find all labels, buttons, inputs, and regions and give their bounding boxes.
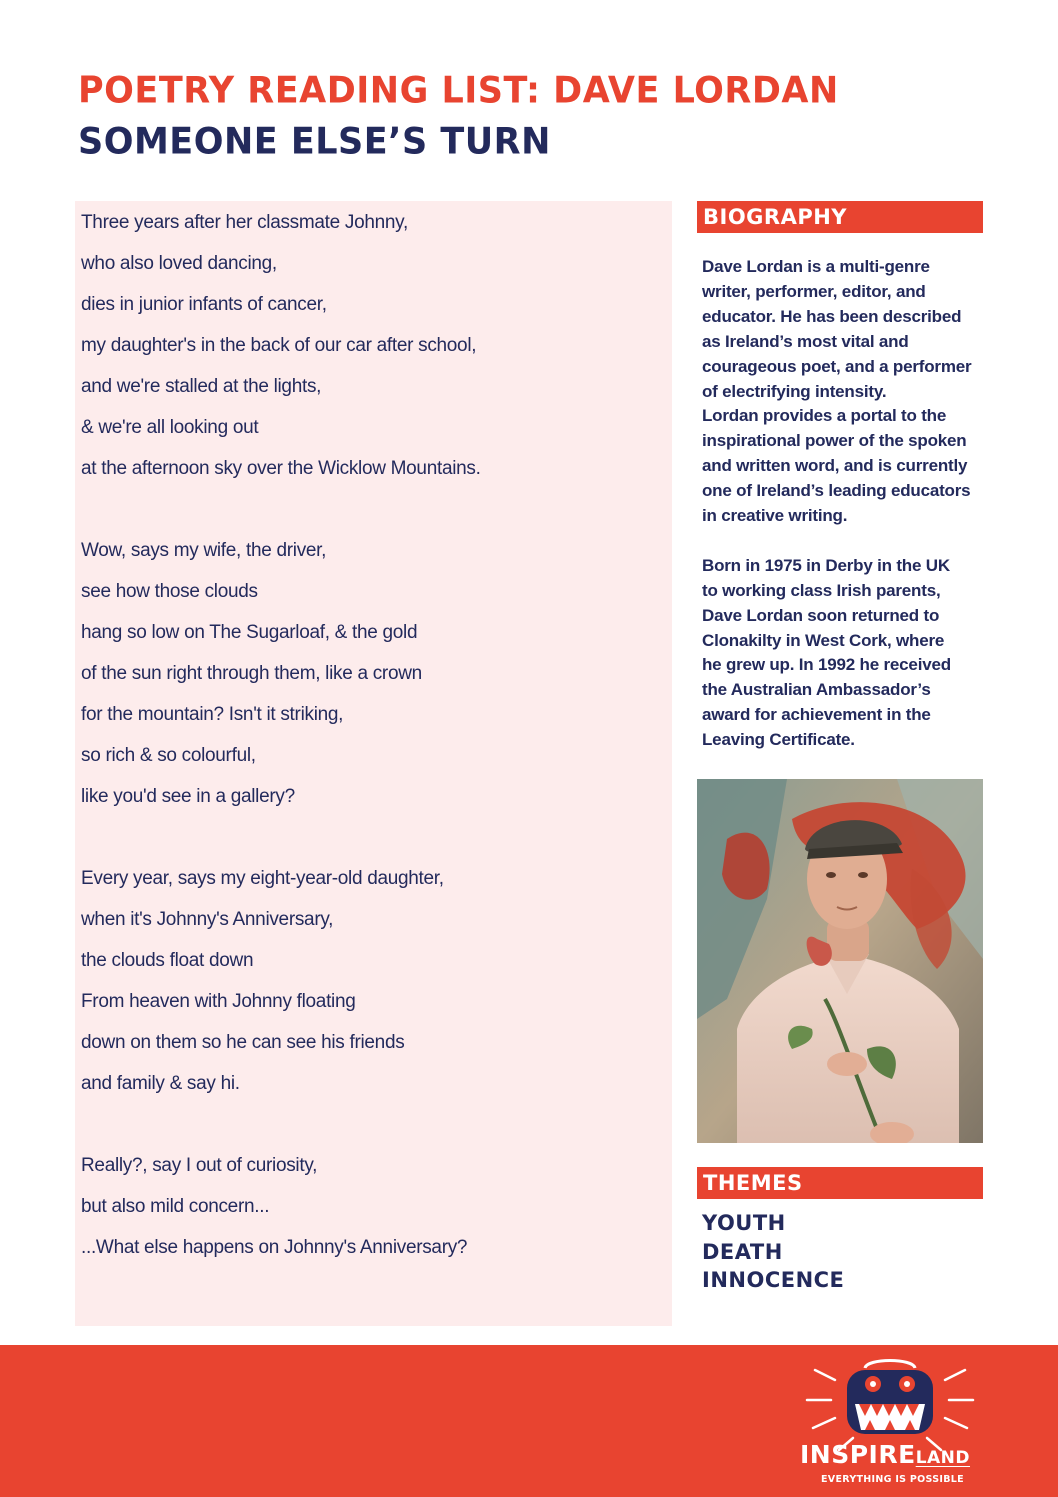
biography-line: and written word, and is currently	[702, 456, 968, 476]
biography-paragraph-2	[702, 554, 977, 753]
poem-line: of the sun right through them, like a crown	[81, 663, 422, 684]
biography-line: as Ireland’s most vital and	[702, 331, 909, 351]
biography-line: one of Ireland’s leading educators	[702, 481, 971, 501]
theme-item: INNOCENCE	[702, 1268, 845, 1292]
poem-line: my daughter's in the back of our car after school,	[81, 335, 477, 356]
poem-line: the clouds float down	[81, 950, 254, 971]
poem-line: hang so low on The Sugarloaf, & the gold	[81, 622, 418, 643]
biography-line: of electrifying intensity.	[702, 381, 887, 401]
biography-text	[702, 255, 977, 753]
biography-line: educator. He has been described	[702, 306, 962, 326]
poem-line: dies in junior infants of cancer,	[81, 294, 327, 315]
poem-line: but also mild concern...	[81, 1196, 270, 1217]
theme-item: YOUTH	[702, 1211, 786, 1235]
poem-line: From heaven with Johnny floating	[81, 991, 356, 1012]
biography-line: courageous poet, and a performer	[702, 356, 972, 376]
biography-line: writer, performer, editor, and	[702, 281, 926, 301]
biography-heading: BIOGRAPHY	[697, 201, 983, 233]
biography-line: in creative writing.	[702, 506, 848, 526]
stanza-break	[81, 497, 481, 538]
poem-line: who also loved dancing,	[81, 253, 277, 274]
poem-line: see how those clouds	[81, 581, 258, 602]
themes-list	[702, 1209, 844, 1295]
biography-line: Dave Lordan is a multi-genre	[702, 257, 930, 276]
logo-word-small: LAND	[915, 1448, 971, 1468]
poem-line: Really?, say I out of curiosity,	[81, 1155, 318, 1176]
themes-heading: THEMES	[697, 1167, 983, 1199]
poem-line: like you'd see in a gallery?	[81, 786, 295, 807]
poem-line: at the afternoon sky over the Wicklow Mountains.	[81, 458, 481, 479]
poem-panel	[75, 201, 672, 1326]
biography-line: he grew up. In 1992 he received	[702, 655, 951, 675]
biography-line: to working class Irish parents,	[702, 580, 941, 600]
poem-line: for the mountain? Isn't it striking,	[81, 704, 344, 725]
page-title: POETRY READING LIST: DAVE LORDAN	[78, 70, 839, 112]
biography-line: the Australian Ambassador’s	[702, 680, 931, 700]
poem-line: down on them so he can see his friends	[81, 1032, 405, 1053]
biography-line: Born in 1975 in Derby in the UK	[702, 555, 950, 575]
biography-line: inspirational power of the spoken	[702, 431, 967, 451]
biography-line: award for achievement in the	[702, 705, 931, 725]
poem-line: so rich & so colourful,	[81, 745, 256, 766]
logo-word-main: INSPIRE	[800, 1440, 916, 1469]
biography-line: Clonakilty in West Cork, where	[702, 630, 945, 650]
poem-line: and family & say hi.	[81, 1073, 240, 1094]
poem-line: Three years after her classmate Johnny,	[81, 212, 408, 233]
inspireland-mascot-icon	[795, 1352, 985, 1492]
poem-line: Wow, says my wife, the driver,	[81, 540, 327, 561]
logo-wordmark	[800, 1440, 970, 1469]
poem-line: & we're all looking out	[81, 417, 259, 438]
biography-line: Leaving Certificate.	[702, 730, 855, 750]
stanza-break	[81, 825, 481, 866]
stanza-break	[81, 1112, 481, 1153]
author-portrait-photo	[697, 779, 983, 1143]
poem-line: Every year, says my eight-year-old daughter,	[81, 868, 444, 889]
theme-item: DEATH	[702, 1239, 783, 1264]
poem-title: SOMEONE ELSE’S TURN	[78, 121, 551, 163]
biography-paragraph-1	[702, 255, 977, 529]
biography-line: Lordan provides a portal to the	[702, 406, 947, 426]
poem-text	[81, 210, 481, 1276]
poem-line: when it's Johnny's Anniversary,	[81, 909, 334, 930]
poem-line: ...What else happens on Johnny's Anniversary?	[81, 1237, 468, 1258]
biography-line: Dave Lordan soon returned to	[702, 605, 940, 625]
poem-line: and we're stalled at the lights,	[81, 376, 322, 397]
logo-tagline: EVERYTHING IS POSSIBLE	[821, 1474, 964, 1485]
